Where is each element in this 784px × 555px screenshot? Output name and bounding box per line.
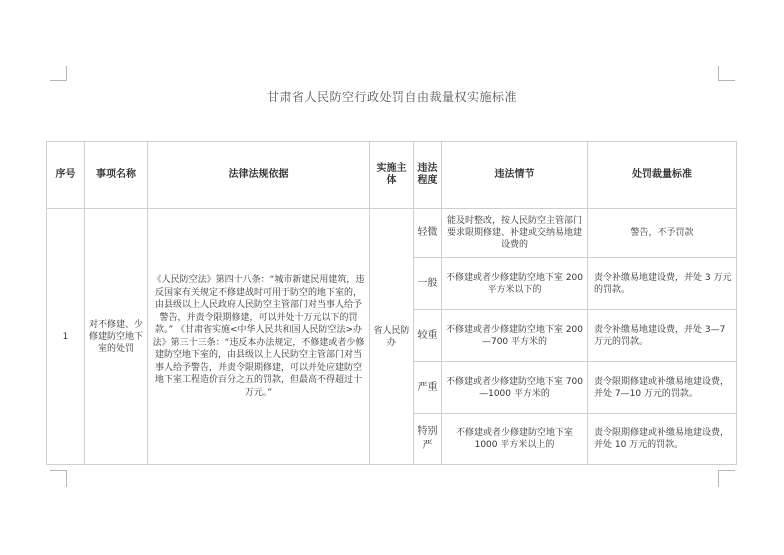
level-plot: 不修建或者少修建防空地下室 700—1000 平方米的 — [442, 362, 588, 414]
row-legal-basis: 《人民防空法》第四十八条：“城市新建民用建筑，违反国家有关规定不修建战时可用于防空的地下室的，由县级以上人民政府人民防空主管部门对当事人给予警告，并责令限期修建，可以并处十万元以下的罚款。” 《甘肃省实施<中华人民共和国人民防空法>办法》第三十三条：“违反本办法规定，不修建或者少修建防空地下室的，由县级以上人民防空主管部门对当事人给予警告，并责令限期修建，可以并处应建防空地下室工程造价百分之五的罚款，但最高不得超过十万元。” — [148, 209, 370, 465]
level-degree: 严重 — [414, 362, 442, 414]
crop-mark-top-right — [718, 66, 735, 81]
level-plot: 不修建或者少修建防空地下室 1000 平方米以上的 — [442, 414, 588, 465]
crop-mark-bottom-left — [50, 470, 67, 487]
level-penalty: 责令补缴易地建设费，并处 3—7 万元的罚款。 — [588, 310, 737, 362]
level-penalty: 责令限期修建或补缴易地建设费，并处 10 万元的罚款。 — [588, 414, 737, 465]
header-subject: 实施主体 — [370, 142, 414, 209]
level-penalty: 警告，不予罚款 — [588, 209, 737, 258]
level-degree: 较重 — [414, 310, 442, 362]
level-degree: 特别严 — [414, 414, 442, 465]
header-seq: 序号 — [47, 142, 85, 209]
crop-mark-top-left — [50, 66, 67, 81]
table-row — [47, 209, 737, 258]
header-item: 事项名称 — [85, 142, 148, 209]
level-plot: 不修建或者少修建防空地下室 200—700 平方米的 — [442, 310, 588, 362]
crop-mark-bottom-right — [718, 470, 735, 487]
level-plot: 不修建或者少修建防空地下室 200 平方米以下的 — [442, 258, 588, 310]
header-degree: 违法程度 — [414, 142, 442, 209]
header-penalty: 处罚裁量标准 — [588, 142, 737, 209]
level-degree: 轻微 — [414, 209, 442, 258]
level-degree: 一般 — [414, 258, 442, 310]
row-subject: 省人民防办 — [370, 209, 414, 465]
table-header-row — [47, 142, 737, 209]
header-plot: 违法情节 — [442, 142, 588, 209]
row-seq: 1 — [47, 209, 85, 465]
level-penalty: 责令补缴易地建设费，并处 3 万元的罚款。 — [588, 258, 737, 310]
header-basis: 法律法规依据 — [148, 142, 370, 209]
level-plot: 能及时整改，按人民防空主管部门要求限期修建、补建或交纳易地建设费的 — [442, 209, 588, 258]
document-title: 甘肃省人民防空行政处罚自由裁量权实施标准 — [266, 90, 517, 104]
penalty-standard-table — [46, 141, 737, 465]
level-penalty: 责令限期修建或补缴易地建设费，并处 7—10 万元的罚款。 — [588, 362, 737, 414]
row-item: 对不修建、少修建防空地下室的处罚 — [85, 209, 148, 465]
